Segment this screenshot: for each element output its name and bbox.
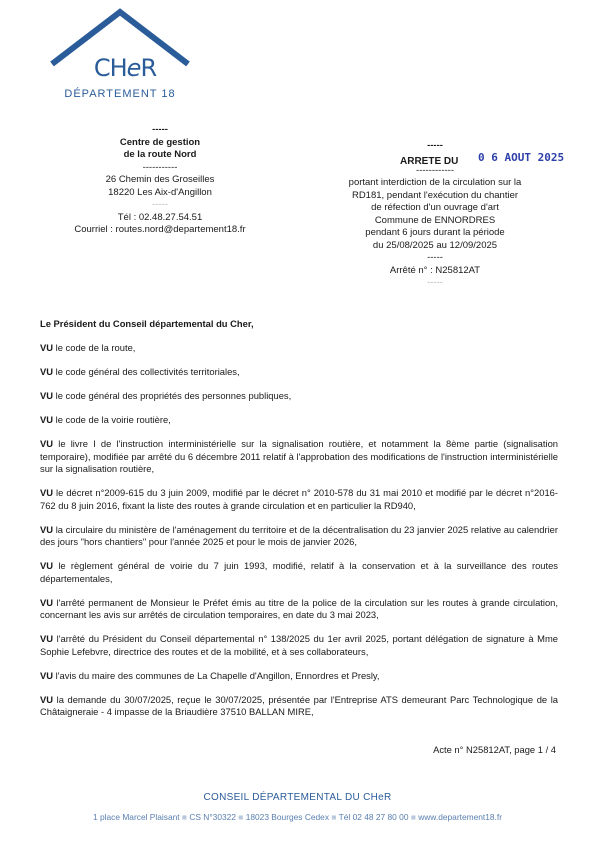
vu-label: VU [40,342,54,353]
date-stamp: 0 6 AOUT 2025 [478,151,565,164]
consideration-item [40,342,558,355]
consideration-item [40,694,558,719]
footer-city: 18023 Bourges Cedex [245,812,330,822]
vu-label: VU [40,366,54,377]
service-title: Centre de gestion [119,136,201,148]
decree-line-2: RD181, pendant l'exécution du chantier [351,189,519,201]
footer-cs: CS N°30322 [189,812,236,822]
decree-line-4: Commune de ENNORDRES [374,214,496,226]
decree-block [320,140,550,290]
consideration-text: le règlement général de voirie du 7 juin 1993, modifié, relatif à la conservation et à la surveillance des routes départementales, [40,560,558,584]
consideration-item [40,390,558,403]
vu-label: VU [40,390,54,401]
consideration-item [40,366,558,379]
decree-number: Arrêté n° : N25812AT [389,264,481,276]
separator: ----------- [142,161,178,173]
consideration-item [40,414,558,427]
separator: ----- [427,140,443,151]
decree-line-5: pendant 6 jours durant la période [365,227,505,238]
separator: ----- [152,124,168,135]
square-icon: ■ [181,812,187,822]
decree-line-6: du 25/08/2025 au 12/09/2025 [372,239,498,251]
consideration-text: le code de la voirie routière, [55,414,171,425]
email: Courriel : routes.nord@departement18.fr [74,224,246,235]
footer-title: CONSEIL DÉPARTEMENTAL DU CHeR [203,792,392,803]
footer-contact [0,812,595,822]
consideration-text: le livre I de l'instruction interministérielle sur la signalisation routière, et notamment la 8ème partie (signalisation temporaire), modifiée par arrêté du 6 décembre 2011 relatif à l'approbation des modifications de l'instruction interministérielle sur la signalisation routière, [40,438,558,474]
consideration-text: le décret n°2009-615 du 3 juin 2009, modifié par le décret n° 2010-578 du 31 mai 2010 et modifié par le décret n°2016-762 du 8 juin 2016, fixant la liste des routes à grande circulation et en particulier la RD940, [40,487,558,511]
square-icon: ■ [331,812,337,822]
vu-label: VU [40,633,54,644]
consideration-item [40,438,558,476]
consideration-text: le code de la route, [55,342,136,353]
consideration-text: l'arrêté du Président du Conseil départemental n° 138/2025 du 1er avril 2025, portant délégation de signature à Mme Sophie Lefebvre, directrice des routes et de la mobilité, et à ses collaborateurs, [40,633,559,657]
consideration-item [40,524,558,549]
consideration-text: la demande du 30/07/2025, reçue le 30/07/2025, présentée par l'Entreprise ATS demeurant Parc Technologique de la Châtaigneraie - 4 impasse de la Briaudière 37510 BALLAN MIRE, [40,693,558,717]
decree-body [40,318,558,730]
decree-line-3: de réfection d'un ouvrage d'art [371,202,499,213]
consideration-item [40,633,558,658]
vu-label: VU [40,414,54,425]
footer-website[interactable]: www.departement18.fr [418,812,502,822]
page-indicator: Acte n° N25812AT, page 1 / 4 [433,744,556,755]
consideration-text: le code général des propriétés des personnes publiques, [55,390,292,401]
intro-line: Le Président du Conseil départemental du Cher, [40,318,254,329]
consideration-item [40,670,558,683]
service-title-2: de la route Nord [123,149,197,160]
address-line-1: 26 Chemin des Groseilles [105,174,215,185]
vu-label: VU [40,693,54,705]
vu-label: VU [40,596,54,608]
vu-label: VU [40,487,54,498]
logo-wordmark: CHeR [93,54,157,82]
square-icon: ■ [410,812,416,822]
footer-phone: Tél 02 48 27 80 00 [338,812,409,822]
footer-address: 1 place Marcel Plaisant [93,812,180,822]
decree-title: ARRETE DU [400,156,459,167]
square-icon: ■ [238,812,244,822]
consideration-item [40,597,558,622]
sender-block [60,124,260,237]
vu-label: VU [40,669,54,681]
decree-line-1: portant interdiction de la circulation sur la [348,177,522,188]
consideration-item [40,487,558,512]
vu-label: VU [40,438,54,449]
separator: ----- [152,199,168,210]
consideration-text: l'avis du maire des communes de La Chapelle d'Angillon, Ennordres et Presly, [55,669,380,681]
address-line-2: 18220 Les Aix-d'Angillon [108,186,212,198]
separator: ----- [427,277,443,288]
considerations-list [40,342,558,719]
logo-subtitle: DÉPARTEMENT 18 [64,88,176,100]
separator: ----- [427,252,443,263]
vu-label: VU [40,523,54,535]
phone: Tél : 02.48.27.54.51 [117,211,203,223]
separator: ------------ [416,164,454,176]
consideration-text: la circulaire du ministère de l'aménagement du territoire et de la décentralisation du 23 janvier 2025 relative au calendrier des jours "hors chantiers" pour l'année 2025 et pour le mois de janvier 2026, [40,523,558,547]
consideration-item [40,560,558,585]
consideration-text: le code général des collectivités territoriales, [55,366,240,377]
vu-label: VU [40,560,54,571]
consideration-text: l'arrêté permanent de Monsieur le Préfet émis au titre de la police de la circulation sur les routes à grande circulation, concernant les avis sur arrêtés de circulation temporaires, en date du 3 mai 2023, [40,596,559,620]
department-logo [50,8,190,100]
